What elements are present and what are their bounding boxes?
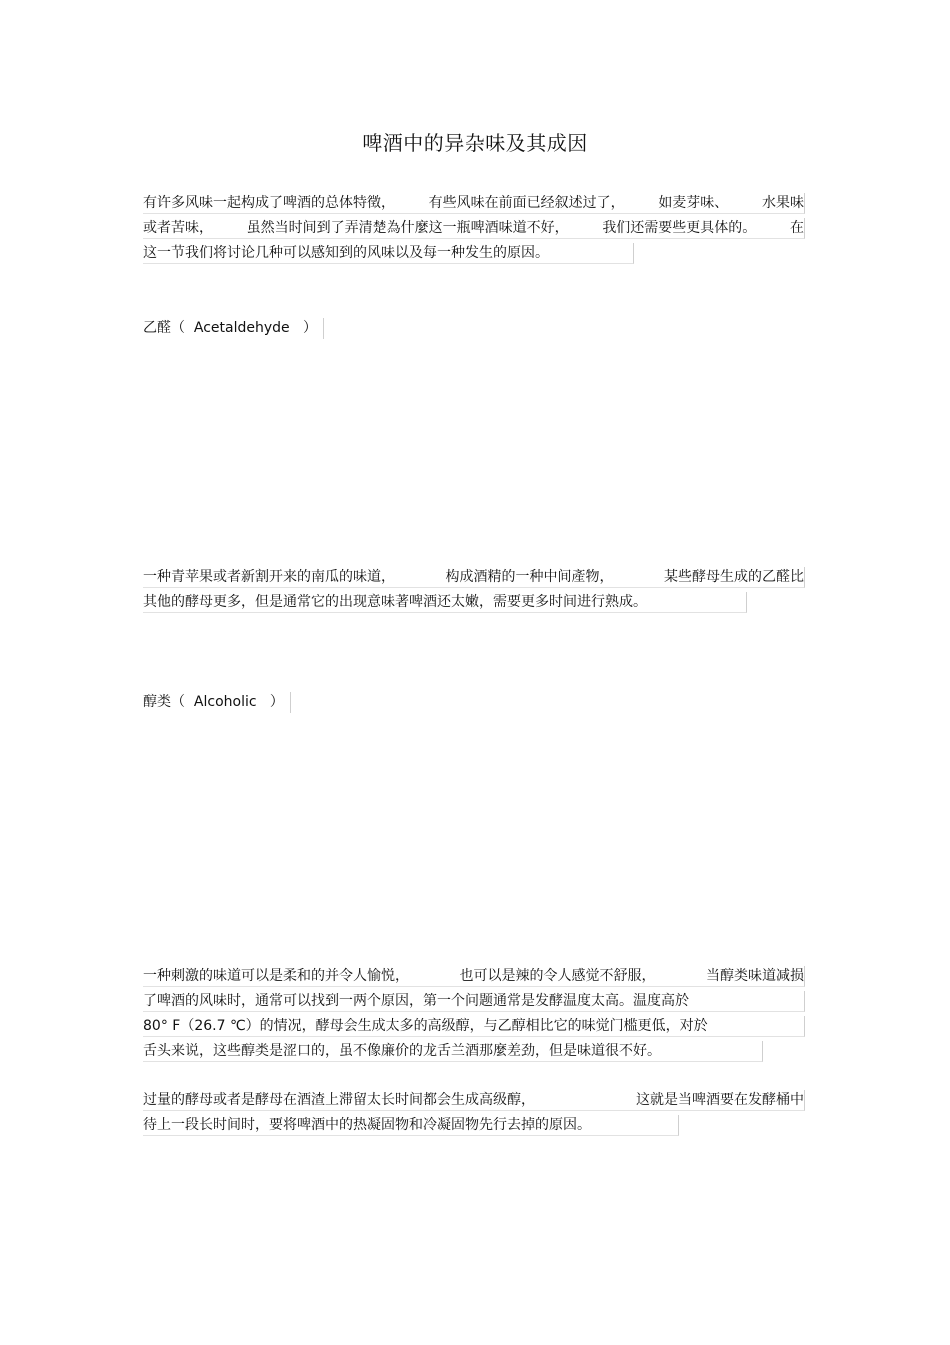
section3-line-1 (143, 1090, 805, 1111)
intro-line-2-seg-1: 或者苦味， (143, 220, 213, 236)
section3-line-2: 待上一段长时间时，要将啤酒中的热凝固物和冷凝固物先行去掉的原因。 (143, 1115, 679, 1136)
section-heading-acetaldehyde: 乙醛（ Acetaldehyde ） (143, 318, 324, 339)
intro-line-2-seg-3: 我们还需要些更具体的。 (602, 220, 757, 236)
acetaldehyde-line-1-seg-1: 一种青苹果或者新割开来的南瓜的味道， (143, 569, 395, 585)
alcoholic-line-1-seg-1: 一种刺激的味道可以是柔和的并令人愉悦， (143, 968, 409, 984)
intro-line-1-seg-3: 如麦芽味、 (658, 195, 729, 211)
intro-line-1-seg-4: 水果味 (761, 195, 804, 211)
intro-line-3: 这一节我们将讨论几种可以感知到的风味以及每一种发生的原因。 (143, 243, 634, 264)
acetaldehyde-line-1-seg-2: 构成酒精的一种中间產物， (445, 569, 614, 585)
section3-line-1-seg-1: 过量的酵母或者是酵母在酒渣上滞留太长时间都会生成高级醇， (143, 1092, 535, 1108)
alcoholic-line-1 (143, 966, 805, 987)
section3-line-1-seg-2: 这就是当啤酒要在发酵桶中 (636, 1092, 804, 1108)
intro-line-2-seg-4: 在 (789, 220, 804, 236)
alcoholic-line-1-seg-2: 也可以是辣的令人感觉不舒服， (459, 968, 656, 984)
intro-line-1 (143, 193, 805, 214)
acetaldehyde-line-1 (143, 567, 805, 588)
document-title: 啤酒中的异杂味及其成因 (362, 131, 588, 155)
alcoholic-line-3: 80° F（26.7 ℃）的情况，酵母会生成太多的高级醇，与乙醇相比它的味觉门槛更低，对於 (143, 1016, 805, 1037)
acetaldehyde-line-1-seg-3: 某些酵母生成的乙醛比 (664, 569, 804, 585)
intro-line-1-seg-2: 有些风味在前面已经叙述过了， (428, 195, 625, 211)
alcoholic-line-4: 舌头来说，这些醇类是涩口的，虽不像廉价的龙舌兰酒那麼差劲，但是味道很不好。 (143, 1041, 763, 1062)
section-heading-alcoholic: 醇类（ Alcoholic ） (143, 692, 291, 713)
intro-line-2-seg-2: 虽然当时间到了弄清楚為什麼这一瓶啤酒味道不好， (246, 220, 569, 236)
alcoholic-line-2: 了啤酒的风味时，通常可以找到一两个原因，第一个问题通常是发酵温度太高。温度高於 (143, 991, 805, 1012)
alcoholic-line-1-seg-3: 当醇类味道减损 (706, 968, 804, 984)
acetaldehyde-line-2: 其他的酵母更多，但是通常它的出现意味著啤酒还太嫩，需要更多时间进行熟成。 (143, 592, 747, 613)
intro-line-2 (143, 218, 805, 239)
intro-line-1-seg-1: 有许多风味一起构成了啤酒的总体特徵， (143, 195, 395, 211)
